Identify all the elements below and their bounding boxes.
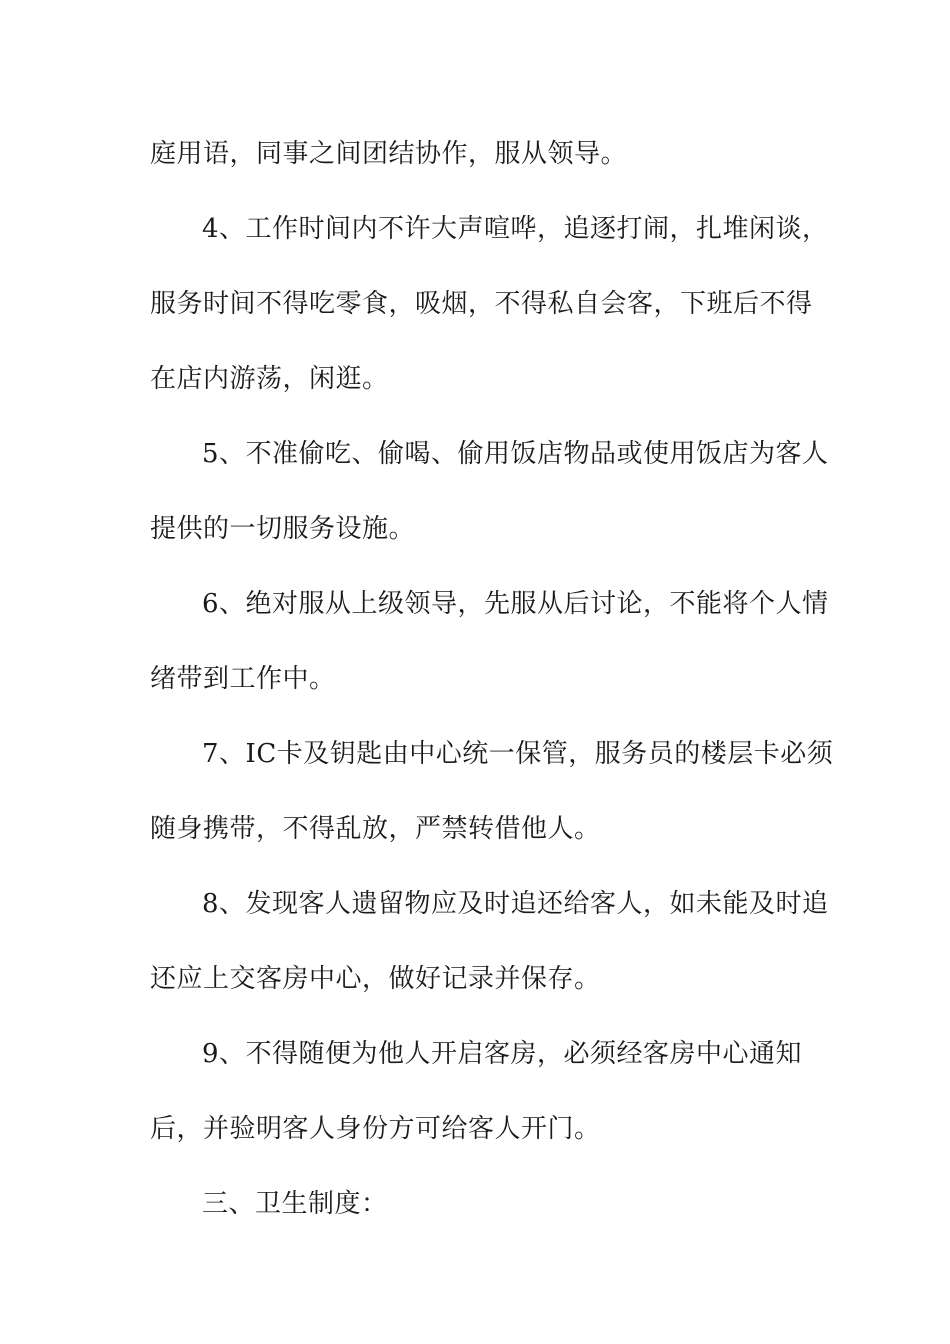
rule-6-line: 6、绝对服从上级领导，先服从后讨论，不能将个人情 — [202, 589, 829, 619]
text-line: 随身携带，不得乱放，严禁转借他人。 — [150, 814, 601, 844]
text-line: 绪带到工作中。 — [150, 664, 336, 694]
rule-5-line: 5、不准偷吃、偷喝、偷用饭店物品或使用饭店为客人 — [202, 439, 829, 469]
text-line: 提供的一切服务设施。 — [150, 514, 416, 544]
rule-4-line: 4、工作时间内不许大声喧哗，追逐打闹，扎堆闲谈， — [202, 214, 829, 244]
text-line: 服务时间不得吃零食，吸烟，不得私自会客，下班后不得 — [150, 289, 813, 319]
section-heading: 三、卫生制度： — [202, 1189, 388, 1219]
text-line: 庭用语，同事之间团结协作，服从领导。 — [150, 139, 628, 169]
text-line: 后，并验明客人身份方可给客人开门。 — [150, 1114, 601, 1144]
rule-9-line: 9、不得随便为他人开启客房，必须经客房中心通知 — [202, 1039, 803, 1069]
text-line: 还应上交客房中心，做好记录并保存。 — [150, 964, 601, 994]
text-line: 在店内游荡，闲逛。 — [150, 364, 389, 394]
rule-7-line: 7、IC卡及钥匙由中心统一保管，服务员的楼层卡必须 — [202, 739, 834, 769]
rule-8-line: 8、发现客人遗留物应及时追还给客人，如未能及时追 — [202, 889, 829, 919]
